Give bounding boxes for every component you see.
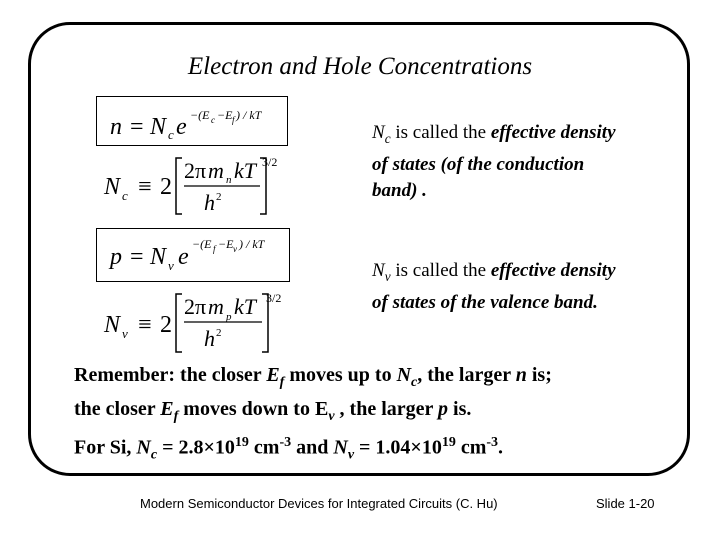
footer-source: Modern Semiconductor Devices for Integrated Circuits (C. Hu) (140, 496, 498, 511)
remember-line-3 (74, 430, 694, 469)
electron-concentration-equation (96, 96, 288, 146)
nc-exponent: 19 (234, 435, 249, 450)
svg-text:=: = (130, 114, 144, 140)
svg-text:f: f (213, 244, 216, 254)
svg-text:2: 2 (216, 191, 222, 203)
remember-text: moves down to E (178, 398, 329, 420)
svg-text:2π: 2π (184, 294, 207, 319)
svg-text:) / kT: ) / kT (236, 108, 262, 122)
svg-text:m: m (208, 158, 224, 183)
nv-note-plain: is called the (390, 260, 491, 281)
svg-text:−(E: −(E (190, 108, 210, 122)
svg-text:n: n (110, 114, 122, 140)
ef-subscript: f (173, 409, 179, 424)
n-symbol: n (515, 364, 527, 386)
nc-symbol: N (136, 436, 151, 459)
remember-text: , the larger (334, 398, 439, 420)
remember-text: For Si, (74, 436, 137, 459)
nc-symbol: N (396, 364, 412, 386)
nc-description (372, 120, 632, 204)
ev-subscript: v (328, 409, 335, 424)
remember-text: and (291, 436, 334, 459)
remember-text: . (498, 436, 504, 459)
svg-text:kT: kT (234, 158, 256, 183)
remember-text: the closer (74, 398, 161, 420)
nc-density-equation (100, 150, 290, 220)
svg-text:p: p (110, 244, 122, 270)
nv-note-symbol: N (372, 260, 385, 281)
nv-description (372, 258, 632, 316)
nv-symbol: N (333, 436, 348, 459)
svg-text:3/2: 3/2 (266, 291, 282, 305)
nv-density-equation (100, 284, 300, 356)
nc-value: = 2.8×10 (157, 436, 235, 459)
remember-text-block (74, 362, 694, 469)
unit-text: cm (248, 436, 280, 459)
svg-text:) / kT: ) / kT (239, 237, 265, 251)
ef-symbol: E (266, 364, 280, 386)
svg-text:kT: kT (234, 294, 256, 319)
unit-exponent: -3 (486, 435, 499, 450)
svg-text:N: N (150, 114, 167, 140)
remember-text: is; (526, 364, 552, 386)
svg-text:N: N (150, 244, 167, 270)
slide-title: Electron and Hole Concentrations (187, 53, 533, 80)
svg-text:2: 2 (216, 327, 222, 339)
ef-subscript: f (279, 375, 285, 390)
nc-subscript: c (411, 375, 418, 390)
svg-text:c: c (211, 115, 215, 125)
svg-text:v: v (233, 244, 237, 254)
p-symbol: p (438, 398, 449, 420)
nv-exponent: 19 (441, 435, 456, 450)
svg-text:N: N (104, 312, 121, 338)
svg-text:c: c (122, 188, 128, 203)
remember-line-2 (74, 396, 694, 430)
svg-text:−(E: −(E (192, 237, 212, 251)
svg-text:=: = (130, 244, 144, 270)
nv-note-subscript: v (384, 268, 391, 284)
svg-text:3/2: 3/2 (262, 155, 278, 169)
nc-note-plain: is called the (390, 122, 491, 143)
svg-text:e: e (176, 114, 187, 140)
nv-subscript: v (347, 447, 355, 463)
remember-text: is. (448, 398, 472, 420)
svg-text:e: e (178, 244, 189, 270)
unit-exponent: -3 (279, 435, 292, 450)
svg-text:n: n (226, 174, 232, 186)
slide-number: Slide 1-20 (596, 496, 655, 511)
svg-text:2π: 2π (184, 158, 207, 183)
svg-text:≡: ≡ (138, 312, 152, 338)
svg-text:h: h (204, 326, 215, 351)
remember-line-1 (74, 362, 694, 396)
svg-text:−E: −E (217, 108, 233, 122)
ef-symbol: E (160, 398, 174, 420)
nv-note-emphasis: effective density of states of the valence band. (372, 260, 616, 313)
nc-note-subscript: c (384, 130, 391, 146)
svg-text:N: N (104, 174, 121, 200)
svg-text:h: h (204, 190, 215, 215)
remember-text: Remember: the closer (74, 364, 267, 386)
svg-text:−E: −E (218, 237, 234, 251)
remember-text: , the larger (417, 364, 516, 386)
svg-text:p: p (226, 311, 232, 323)
hole-concentration-equation (96, 228, 290, 282)
svg-text:v: v (122, 326, 128, 341)
nc-subscript: c (150, 447, 158, 463)
svg-text:≡: ≡ (138, 174, 152, 200)
svg-text:2: 2 (160, 312, 172, 338)
nv-value: = 1.04×10 (354, 436, 442, 459)
svg-text:v: v (168, 258, 174, 273)
nc-note-symbol: N (372, 122, 385, 143)
unit-text: cm (455, 436, 487, 459)
svg-text:m: m (208, 294, 224, 319)
nc-note-emphasis: effective density of states (of the conduction band) . (372, 122, 616, 201)
svg-text:f: f (232, 115, 235, 125)
svg-text:2: 2 (160, 174, 172, 200)
svg-text:c: c (168, 127, 174, 142)
remember-text: moves up to (284, 364, 397, 386)
